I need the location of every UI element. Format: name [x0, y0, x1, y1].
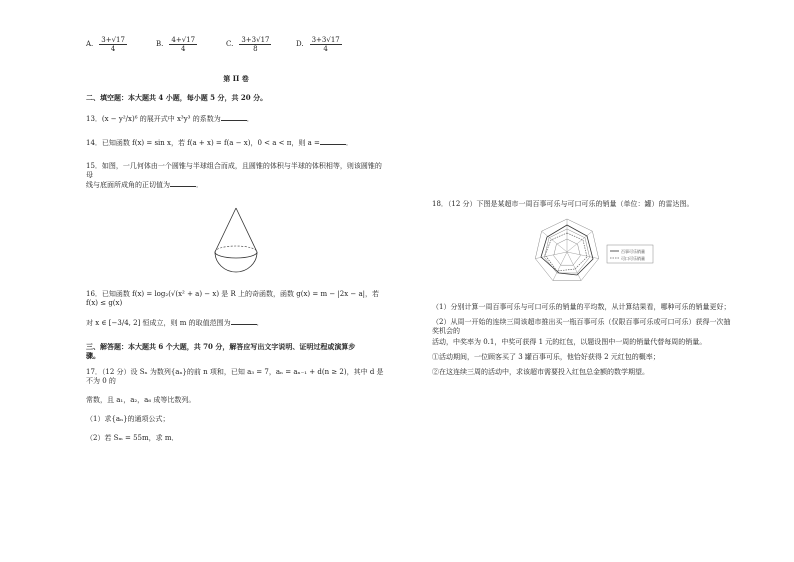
answer-choices: [86, 30, 386, 64]
question-18-intro: 18．（12 分）下图是某超市一周百事可乐与可口可乐的销量（单位：罐）的雷达图。: [432, 200, 694, 208]
question-17-line1: 17．（12 分）设 Sₙ 为数列{aₙ}的前 n 项和，已知 a₃ = 7，aₙ = aₙ₋₁ + d(n ≥ 2)，其中 d 是不为 0 的: [86, 368, 384, 385]
choice-d: [296, 36, 342, 53]
question-18-sub2-b: ②在这连续三周的活动中，求该超市需要投入红包总金额的数学期望。: [432, 368, 649, 376]
question-17: [86, 368, 386, 443]
question-18-sub1: （1）分别计算一周百事可乐与可口可乐的销量的平均数，从计算结果看，哪种可乐的销量更好；: [432, 303, 731, 311]
cone-right-edge: [236, 208, 257, 252]
choice-c-numerator: 3+3√17: [241, 36, 270, 44]
choice-a-label: A.: [86, 40, 94, 48]
answer-blank: [231, 318, 257, 325]
question-15-line1: 15．如图，一几何体由一个圆锥与半球组合而成，且圆锥的体积与半球的体积相等，则该圆锥的母: [86, 162, 382, 179]
cone-left-edge: [215, 208, 236, 252]
legend-label-coke: 可口可乐销量: [621, 256, 645, 261]
section-title: 第 II 卷: [223, 74, 249, 83]
answer-blank: [221, 114, 247, 121]
question-17-sub2: （2）若 Sₘ = 55m，求 m．: [86, 434, 179, 442]
choice-a-denominator: 4: [110, 45, 116, 53]
fill-blank-heading: 二、填空题：本大题共 4 小题，每小题 5 分，共 20 分。: [86, 93, 268, 102]
cone-base-front: [215, 252, 257, 258]
question-14-text: 14．已知函数 f(x) = sin x，若 f(a + x) = f(a − x)，0 < a < π，则 a =: [86, 139, 320, 147]
choice-b-denominator: 4: [180, 45, 186, 53]
solution-heading-line2: 骤。: [86, 351, 100, 360]
cone-hemisphere-figure: [211, 206, 261, 276]
choice-a-numerator: 3+√17: [101, 36, 125, 44]
question-13: 13．(x − y²/x)⁶ 的展开式中 x³y³ 的系数为 ．: [86, 115, 254, 123]
radar-spokes: [535, 219, 598, 281]
cone-base-back: [215, 246, 257, 252]
legend-label-pepsi: 百事可乐销量: [621, 249, 645, 254]
choice-d-label: D.: [296, 40, 304, 48]
choice-b-fraction: [169, 36, 197, 53]
radar-chart: [507, 215, 657, 295]
question-15: 15．如图，一几何体由一个圆锥与半球组合而成，且圆锥的体积与半球的体积相等，则该圆锥的母 线与底面所成角的正切值为 ．: [86, 162, 386, 190]
choice-c-fraction: [239, 36, 271, 53]
question-17-line2: 常数，且 a₁，a₂，a₆ 成等比数列。: [86, 396, 196, 404]
question-17-sub1: （1）求{aₙ}的通项公式；: [86, 415, 170, 423]
hemisphere-outline: [215, 252, 257, 272]
left-column: [86, 30, 386, 457]
right-column: [432, 200, 732, 383]
choice-c-denominator: 8: [253, 45, 258, 53]
solution-heading-line1: 三、解答题：本大题共 6 个大题，共 70 分，解答应写出文字说明、证明过程或演算步: [86, 342, 356, 351]
choice-a-fraction: [99, 36, 127, 53]
answer-blank: [320, 138, 346, 145]
question-16-line1: 16．已知函数 f(x) = log₂(√(x² + a) − x) 是 R 上的奇函数，函数 g(x) = m − |2x − a|，若 f(x) ≤ g(x): [86, 290, 380, 307]
choice-c: [226, 36, 271, 53]
choice-c-label: C.: [226, 40, 234, 48]
choice-b: [156, 36, 197, 53]
solution-heading: [86, 342, 386, 360]
question-16-line2: 对 x ∈ [−3/4, 2] 恒成立，则 m 的取值范围为: [86, 319, 231, 327]
choice-d-numerator: 3+3√17: [311, 36, 340, 44]
choice-b-label: B.: [156, 40, 164, 48]
question-13-text: 13．(x − y²/x)⁶ 的展开式中 x³y³ 的系数为: [86, 115, 221, 123]
choice-a: [86, 36, 127, 53]
question-15-line2: 线与底面所成角的正切值为: [86, 181, 170, 189]
question-18-sub2-a: ①活动期间，一位顾客买了 3 罐百事可乐，他恰好获得 2 元红包的概率；: [432, 353, 660, 361]
answer-blank: [170, 180, 196, 187]
choice-b-numerator: 4+√17: [171, 36, 196, 44]
question-18-sub2-line1: （2）从周一开始的连续三周该超市推出买一瓶百事可乐（仅限百事可乐或可口可乐）获得一次抽奖机会的: [432, 318, 731, 335]
question-16: 16．已知函数 f(x) = log₂(√(x² + a) − x) 是 R 上的奇函数，函数 g(x) = m − |2x − a|，若 f(x) ≤ g(x) 对 x ∈ [−3/4, 2] 恒成立，则 m 的取值范围为 ．: [86, 290, 386, 328]
question-14: 14．已知函数 f(x) = sin x，若 f(a + x) = f(a − x)，0 < a < π，则 a = ．: [86, 139, 353, 147]
question-18-sub2-line2: 活动，中奖率为 0.1，中奖可获得 1 元的红包，以题设图中一周的销量代替每周的销量。: [432, 338, 707, 346]
choice-d-denominator: 4: [323, 45, 328, 53]
choice-d-fraction: [310, 36, 342, 53]
